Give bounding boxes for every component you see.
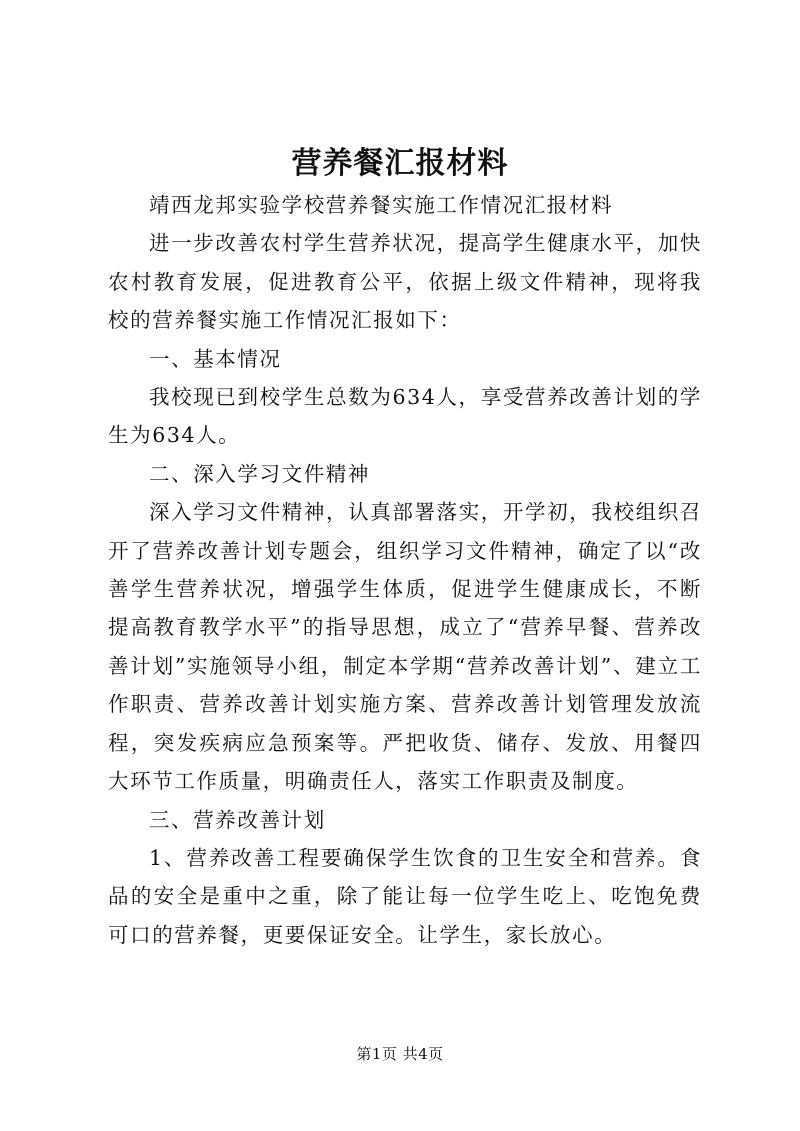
page-number-footer: 第1页 共4页 <box>356 1045 444 1063</box>
intro-paragraph: 进一步改善农村学生营养状况，提高学生健康水平，加快农村教育发展，促进教育公平，依据上级文件精神，现将我校的营养餐实施工作情况汇报如下： <box>108 231 702 333</box>
basic-info-paragraph: 我校现已到校学生总数为634人，享受营养改善计划的学生为634人。 <box>108 385 702 448</box>
document-body <box>108 186 702 954</box>
section-heading-study: 二、深入学习文件精神 <box>149 461 370 486</box>
subtitle-paragraph: 靖西龙邦实验学校营养餐实施工作情况汇报材料 <box>149 193 614 217</box>
section-heading-plan: 三、营养改善计划 <box>149 807 326 832</box>
plan-paragraph: 1、营养改善工程要确保学生饮食的卫生安全和营养。食品的安全是重中之重，除了能让每一位学生吃上、吃饱免费可口的营养餐，更要保证安全。让学生，家长放心。 <box>108 845 702 947</box>
section-heading-basic: 一、基本情况 <box>149 346 282 371</box>
study-paragraph: 深入学习文件精神，认真部署落实，开学初，我校组织召开了营养改善计划专题会，组织学习文件精神，确定了以“改善学生营养状况，增强学生体质，促进学生健康成长，不断提高教育教学水平”的指导思想，成立了“营养早餐、营养改善计划”实施领导小组，制定本学期“营养改善计划”、建立工作职责、营养改善计划实施方案、营养改善计划管理发放流程，突发疾病应急预案等。严把收货、储存、发放、用餐四大环节工作质量，明确责任人，落实工作职责及制度。 <box>108 500 702 794</box>
document-title: 营养餐汇报材料 <box>291 146 509 181</box>
